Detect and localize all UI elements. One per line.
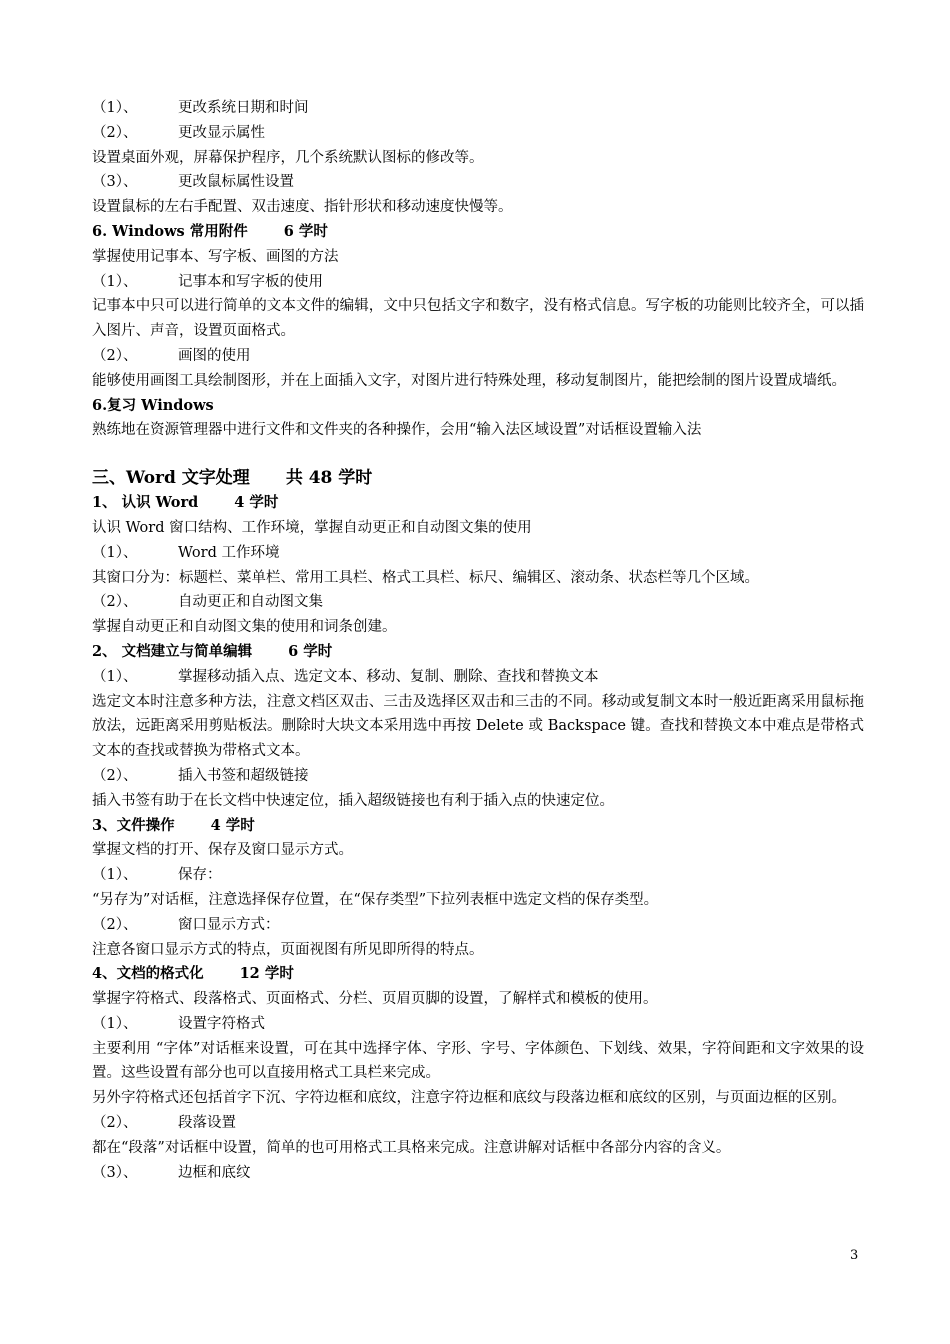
- paragraph: 其窗口分为：标题栏、菜单栏、常用工具栏、格式工具栏、标尺、编辑区、滚动条、状态栏等几个区域。: [92, 569, 759, 586]
- paragraph: 设置桌面外观，屏幕保护程序，几个系统默认图标的修改等。: [92, 149, 484, 166]
- item-title: 窗口显示方式：: [178, 916, 280, 933]
- item-title: 自动更正和自动图文集: [178, 594, 323, 611]
- item-number: （3）、: [92, 1164, 138, 1181]
- item-number: （2）、: [92, 916, 138, 933]
- document-body: [92, 96, 864, 1185]
- item-title: 插入书签和超级链接: [178, 767, 309, 784]
- numbered-item: [92, 665, 864, 690]
- paragraph: 都在“段落”对话框中设置，简单的也可用格式工具格来完成。注意讲解对话框中各部分内容的含义。: [92, 1139, 731, 1156]
- subsection-title: 6. Windows 常用附件: [92, 222, 248, 240]
- item-title: 更改系统日期和时间: [178, 100, 309, 116]
- paragraph: 能够使用画图工具绘制图形，并在上面插入文字，对图片进行特殊处理，移动复制图片，能把绘制的图片设置成墙纸。: [92, 372, 846, 389]
- item-number: （1）、: [92, 273, 138, 290]
- item-number: （1）、: [92, 544, 138, 561]
- numbered-item: [92, 863, 864, 888]
- subsection-hours: 4 学时: [234, 494, 279, 512]
- numbered-item: [92, 121, 864, 146]
- subsection-heading: [92, 394, 864, 419]
- item-number: （3）、: [92, 174, 138, 191]
- paragraph: 熟练地在资源管理器中进行文件和文件夹的各种操作，会用“输入法区域设置”对话框设置输入法: [92, 422, 702, 439]
- item-number: （2）、: [92, 124, 138, 141]
- subsection-heading: [92, 962, 864, 987]
- subsection-heading: [92, 220, 864, 245]
- subsection-hours: 4 学时: [210, 816, 255, 834]
- item-title: 更改显示属性: [178, 124, 265, 141]
- paragraph: 插入书签有助于在长文档中快速定位，插入超级链接也有利于插入点的快速定位。: [92, 792, 614, 809]
- paragraph: 选定文本时注意多种方法，注意文档区双击、三击及选择区双击和三击的不同。移动或复制文本时一般近距离采用鼠标拖放法，远距离采用剪贴板法。删除时大块文本采用选中再按 Delete 或 Backspace 键。查找和替换文本中难点是带格式文本的查找或替换为带格式文本。: [92, 693, 864, 760]
- numbered-item: [92, 1161, 864, 1186]
- subsection-heading: [92, 640, 864, 665]
- item-number: （1）、: [92, 1015, 138, 1032]
- item-number: （2）、: [92, 347, 138, 364]
- item-number: （2）、: [92, 767, 138, 784]
- subsection-heading: [92, 814, 864, 839]
- numbered-item: [92, 1012, 864, 1037]
- paragraph: “另存为”对话框，注意选择保存位置，在“保存类型”下拉列表框中选定文档的保存类型。: [92, 891, 659, 908]
- subsection-hours: 12 学时: [239, 965, 294, 983]
- paragraph: 主要利用 “字体”对话框来设置，可在其中选择字体、字形、字号、字体颜色、下划线、效果，字符间距和文字效果的设置。这些设置有部分也可以直接用格式工具栏来完成。: [92, 1040, 864, 1082]
- numbered-item: [92, 590, 864, 615]
- numbered-item: [92, 344, 864, 369]
- paragraph: 设置鼠标的左右手配置、双击速度、指针形状和移动速度快慢等。: [92, 199, 513, 216]
- page-number: 3: [850, 1248, 859, 1263]
- item-number: （1）、: [92, 867, 138, 884]
- numbered-item: [92, 541, 864, 566]
- item-number: （2）、: [92, 594, 138, 611]
- item-title: 画图的使用: [178, 347, 251, 364]
- item-title: Word 工作环境: [178, 544, 280, 561]
- item-number: （2）、: [92, 1115, 138, 1132]
- paragraph: 记事本中只可以进行简单的文本文件的编辑，文中只包括文字和数字，没有格式信息。写字板的功能则比较齐全，可以插入图片、声音，设置页面格式。: [92, 298, 864, 340]
- subsection-title: 3、文件操作: [92, 816, 175, 834]
- item-title: 段落设置: [178, 1115, 236, 1132]
- item-title: 记事本和写字板的使用: [178, 273, 323, 290]
- numbered-item: [92, 96, 864, 121]
- item-number: （1）、: [92, 668, 138, 685]
- item-title: 更改鼠标属性设置: [178, 174, 294, 191]
- subsection-heading: [92, 491, 864, 516]
- paragraph: 掌握文档的打开、保存及窗口显示方式。: [92, 842, 353, 859]
- item-title: 边框和底纹: [178, 1164, 251, 1181]
- paragraph: 掌握字符格式、段落格式、页面格式、分栏、页眉页脚的设置，了解样式和模板的使用。: [92, 991, 658, 1008]
- paragraph: 另外字符格式还包括首字下沉、字符边框和底纹，注意字符边框和底纹与段落边框和底纹的区别，与页面边框的区别。: [92, 1090, 846, 1107]
- item-title: 设置字符格式: [178, 1015, 265, 1032]
- section-heading: [92, 465, 864, 491]
- numbered-item: [92, 913, 864, 938]
- item-title: 保存：: [178, 867, 222, 884]
- paragraph: 掌握自动更正和自动图文集的使用和词条创建。: [92, 619, 397, 636]
- subsection-title: 6.复习 Windows: [92, 396, 214, 414]
- numbered-item: [92, 170, 864, 195]
- section-title: 三、Word 文字处理: [92, 468, 250, 489]
- subsection-hours: 6 学时: [288, 642, 333, 660]
- paragraph: 注意各窗口显示方式的特点，页面视图有所见即所得的特点。: [92, 941, 484, 958]
- item-title: 掌握移动插入点、选定文本、移动、复制、删除、查找和替换文本: [178, 668, 599, 685]
- numbered-item: [92, 764, 864, 789]
- section-total-hours: 共 48 学时: [285, 468, 373, 489]
- numbered-item: [92, 1111, 864, 1136]
- subsection-title: 4、文档的格式化: [92, 965, 204, 983]
- paragraph: 掌握使用记事本、写字板、画图的方法: [92, 248, 339, 265]
- subsection-title: 2、 文档建立与简单编辑: [92, 642, 253, 660]
- subsection-hours: 6 学时: [283, 222, 328, 240]
- subsection-title: 1、 认识 Word: [92, 494, 199, 512]
- numbered-item: [92, 270, 864, 295]
- paragraph: 认识 Word 窗口结构、工作环境，掌握自动更正和自动图文集的使用: [92, 519, 532, 536]
- item-number: （1）、: [92, 100, 138, 116]
